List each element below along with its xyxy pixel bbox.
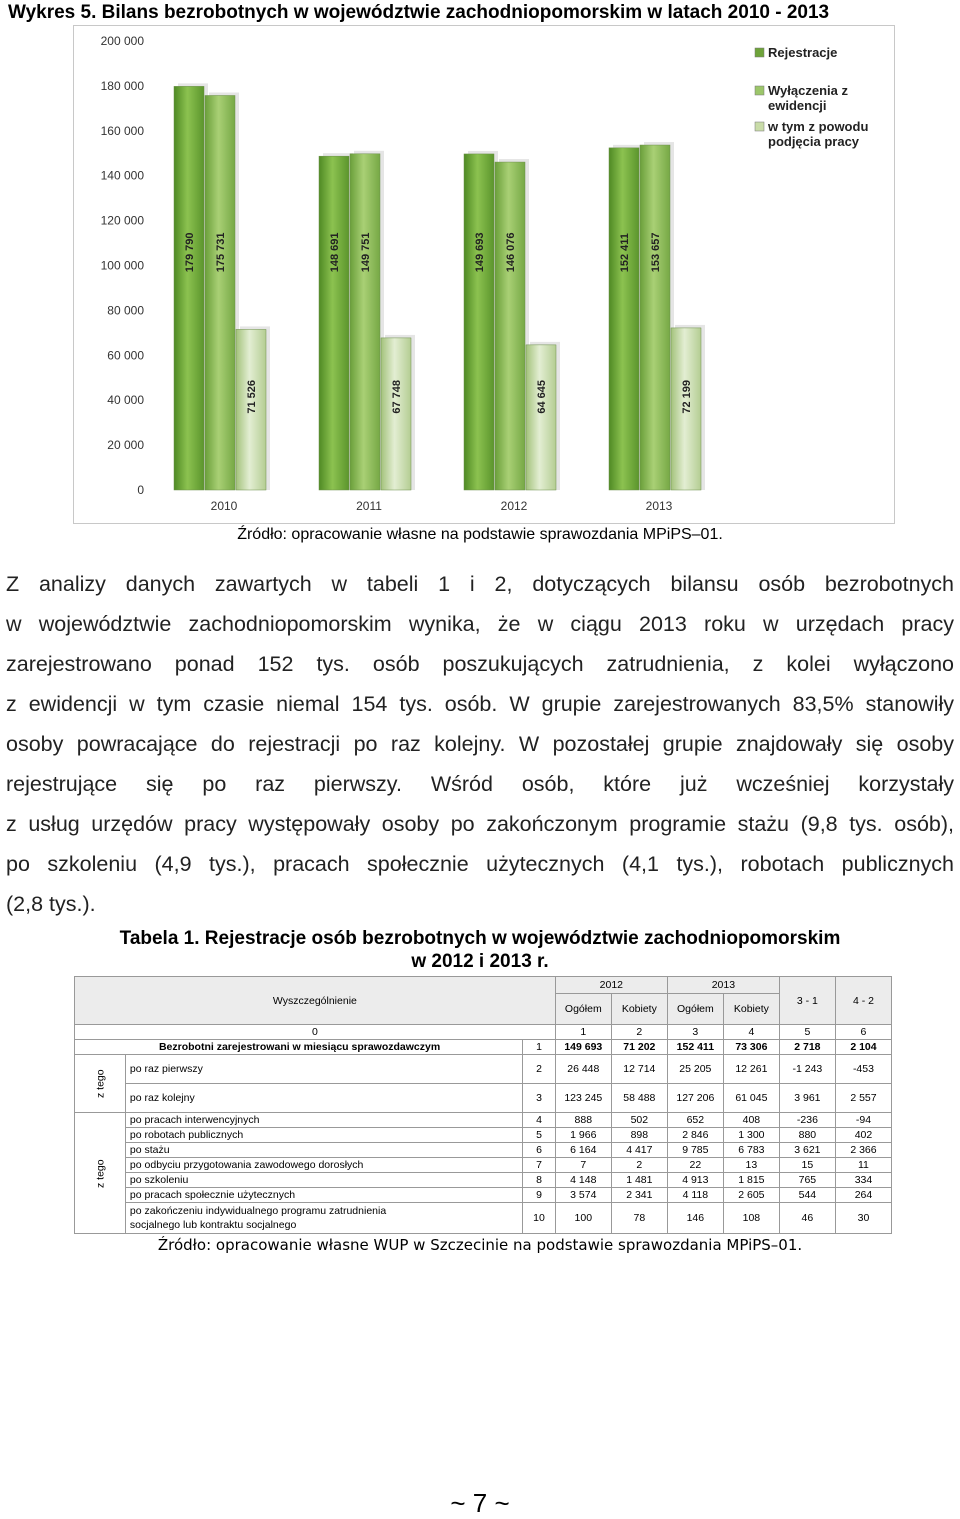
row-number: 4 xyxy=(523,1113,556,1128)
row-number: 3 xyxy=(523,1084,556,1113)
table-cell: 2 341 xyxy=(611,1188,667,1203)
table-cell: 6 xyxy=(835,1025,891,1040)
table-cell: 12 714 xyxy=(611,1055,667,1084)
header-diff-1: 3 - 1 xyxy=(779,977,835,1025)
table-cell: 502 xyxy=(611,1113,667,1128)
data-label: 175 731 xyxy=(215,232,227,273)
data-label: 152 411 xyxy=(619,233,631,273)
data-table xyxy=(74,976,892,1234)
y-tick-label: 160 000 xyxy=(100,123,144,138)
paragraph-line: Z analizy danych zawartych w tabeli 1 i 2, dotyczących bilansu osób bezrobotnych xyxy=(6,572,954,596)
table-cell: 12 261 xyxy=(723,1055,779,1084)
table-cell: 13 xyxy=(723,1158,779,1173)
paragraph-line: po szkoleniu (4,9 tys.), pracach społecznie użytecznych (4,1 tys.), robotach publicznych xyxy=(6,852,954,876)
table-cell: 1 300 xyxy=(723,1128,779,1143)
table-index-row xyxy=(75,1025,892,1040)
table-cell: 2 xyxy=(611,1158,667,1173)
table-row xyxy=(75,1113,892,1128)
header-ogolem-2012: Ogółem xyxy=(555,994,611,1025)
table-row xyxy=(75,1055,892,1084)
table-title-line2: w 2012 i 2013 r. xyxy=(411,951,549,972)
table-row xyxy=(75,1188,892,1203)
group-label: z tego xyxy=(75,1055,126,1113)
bar-2-2013 xyxy=(640,145,670,490)
data-label: 179 790 xyxy=(184,232,196,273)
table-title: Tabela 1. Rejestracje osób bezrobotnych w województwie zachodniopomorskim xyxy=(119,928,841,949)
table-cell: 544 xyxy=(779,1188,835,1203)
table-cell: 1 815 xyxy=(723,1173,779,1188)
paragraph-line: osoby powracające do rejestracji po raz kolejny. W pozostałej grupie znajdowały się osoby xyxy=(6,732,954,756)
x-tick-label: 2010 xyxy=(210,499,238,513)
page-title: Wykres 5. Bilans bezrobotnych w województwie zachodniopomorskim w latach 2010 - 2013 xyxy=(8,2,830,23)
table-cell: 6 783 xyxy=(723,1143,779,1158)
table-row xyxy=(75,1173,892,1188)
table-cell: 11 xyxy=(835,1158,891,1173)
table-cell: 652 xyxy=(667,1113,723,1128)
data-label: 149 751 xyxy=(360,232,372,273)
table-cell: 61 045 xyxy=(723,1084,779,1113)
table-cell: 152 411 xyxy=(667,1040,723,1055)
y-tick-label: 120 000 xyxy=(100,213,144,228)
row-number: 7 xyxy=(523,1158,556,1173)
x-tick-label: 2013 xyxy=(645,499,673,513)
y-tick-label: 0 xyxy=(137,483,144,497)
paragraph-line: w województwie zachodniopomorskim wynika, że w ciągu 2013 roku w urzędach pracy xyxy=(6,612,954,636)
group-label: z tego xyxy=(75,1113,126,1234)
chart-source: Źródło: opracowanie własne na podstawie sprawozdania MPiPS–01. xyxy=(237,526,723,543)
table-cell: 15 xyxy=(779,1158,835,1173)
table-cell: 2 xyxy=(611,1025,667,1040)
legend-swatch xyxy=(755,122,764,131)
table-cell: 880 xyxy=(779,1128,835,1143)
table-cell: -1 243 xyxy=(779,1055,835,1084)
y-tick-label: 20 000 xyxy=(107,438,144,453)
table-cell: 334 xyxy=(835,1173,891,1188)
x-tick-label: 2012 xyxy=(500,499,528,513)
row-label: po pracach interwencyjnych xyxy=(125,1113,522,1128)
legend-label: Rejestracje xyxy=(768,45,838,60)
table-cell: 408 xyxy=(723,1113,779,1128)
header-label: Wyszczególnienie xyxy=(75,977,556,1025)
header-kobiety-2012: Kobiety xyxy=(611,994,667,1025)
table-cell: 1 966 xyxy=(555,1128,611,1143)
x-tick-label: 2011 xyxy=(356,499,382,513)
y-tick-label: 80 000 xyxy=(107,303,144,318)
table-source: Źródło: opracowanie własne WUP w Szczecinie na podstawie sprawozdania MPiPS–01. xyxy=(157,1236,803,1254)
table-cell: 6 164 xyxy=(555,1143,611,1158)
data-label: 72 199 xyxy=(681,380,693,414)
table-cell: 1 xyxy=(555,1025,611,1040)
table-cell: 3 961 xyxy=(779,1084,835,1113)
row-label: Bezrobotni zarejestrowani w miesiącu sprawozdawczym xyxy=(75,1040,523,1055)
row-number: 8 xyxy=(523,1173,556,1188)
row-number: 6 xyxy=(523,1143,556,1158)
table-cell: 2 557 xyxy=(835,1084,891,1113)
paragraph-line: (2,8 tys.). xyxy=(6,892,96,916)
row-number: 5 xyxy=(523,1128,556,1143)
table-cell: 4 148 xyxy=(555,1173,611,1188)
table-cell: 402 xyxy=(835,1128,891,1143)
paragraph-line: rejestrujące się po raz pierwszy. Wśród osób, które już wcześniej korzystały xyxy=(6,772,954,796)
table-cell: 71 202 xyxy=(611,1040,667,1055)
header-ogolem-2013: Ogółem xyxy=(667,994,723,1025)
row-number: 9 xyxy=(523,1188,556,1203)
data-label: 149 693 xyxy=(474,232,486,273)
data-label: 71 526 xyxy=(246,380,258,414)
table-cell: 2 718 xyxy=(779,1040,835,1055)
table-row xyxy=(75,1128,892,1143)
data-label: 67 748 xyxy=(391,380,403,414)
table-cell: 30 xyxy=(835,1203,891,1234)
y-tick-label: 100 000 xyxy=(100,258,144,273)
row-label: po raz pierwszy xyxy=(125,1055,522,1084)
table-row-main xyxy=(75,1040,892,1055)
bar-chart xyxy=(74,26,894,523)
table-cell: 123 245 xyxy=(555,1084,611,1113)
table-row xyxy=(75,1143,892,1158)
table-cell: 5 xyxy=(779,1025,835,1040)
table-cell: 2 605 xyxy=(723,1188,779,1203)
table-row xyxy=(75,1203,892,1234)
row-label: po pracach społecznie użytecznych xyxy=(125,1188,522,1203)
table-cell: 765 xyxy=(779,1173,835,1188)
table-cell: 888 xyxy=(555,1113,611,1128)
row-label: po raz kolejny xyxy=(125,1084,522,1113)
table-cell: 2 366 xyxy=(835,1143,891,1158)
bar-3-2012 xyxy=(526,345,556,490)
table-cell: 2 104 xyxy=(835,1040,891,1055)
legend-label: Wyłączenia z ewidencji xyxy=(768,83,848,113)
data-label: 148 691 xyxy=(329,232,341,273)
table-cell: -453 xyxy=(835,1055,891,1084)
legend-swatch xyxy=(755,48,764,57)
y-tick-label: 200 000 xyxy=(100,34,144,48)
header-kobiety-2013: Kobiety xyxy=(723,994,779,1025)
table-cell: 108 xyxy=(723,1203,779,1234)
bar-2-2010 xyxy=(205,95,235,490)
data-label: 64 645 xyxy=(536,380,548,414)
chart-container xyxy=(73,25,895,524)
y-tick-label: 180 000 xyxy=(100,78,144,93)
y-tick-label: 60 000 xyxy=(107,348,144,363)
row-label: po szkoleniu xyxy=(125,1173,522,1188)
bar-2-2012 xyxy=(495,162,525,490)
table-cell: 26 448 xyxy=(555,1055,611,1084)
table-cell: 3 xyxy=(667,1025,723,1040)
legend-label: w tym z powodu podjęcia pracy xyxy=(768,119,869,149)
y-tick-label: 40 000 xyxy=(107,393,144,408)
table-cell: 58 488 xyxy=(611,1084,667,1113)
table-cell: 4 913 xyxy=(667,1173,723,1188)
table-cell: 3 574 xyxy=(555,1188,611,1203)
row-number: 2 xyxy=(523,1055,556,1084)
paragraph-line: z usług urzędów pracy występowały osoby po zakończonym programie stażu (9,8 tys. osób), xyxy=(6,812,954,836)
table-row xyxy=(75,1084,892,1113)
table-cell: 149 693 xyxy=(555,1040,611,1055)
table-cell: 7 xyxy=(555,1158,611,1173)
table-cell: 9 785 xyxy=(667,1143,723,1158)
data-label: 146 076 xyxy=(505,232,517,273)
table-cell: 3 621 xyxy=(779,1143,835,1158)
bar-1-2013 xyxy=(609,148,639,490)
row-label: po stażu xyxy=(125,1143,522,1158)
header-year-2012: 2012 xyxy=(555,977,667,994)
table-cell: 4 417 xyxy=(611,1143,667,1158)
header-year-2013: 2013 xyxy=(667,977,779,994)
table-cell: 264 xyxy=(835,1188,891,1203)
table-cell: 78 xyxy=(611,1203,667,1234)
row-number: 1 xyxy=(523,1040,556,1055)
table-cell: 4 xyxy=(723,1025,779,1040)
bar-1-2010 xyxy=(174,86,204,490)
table-row xyxy=(75,1158,892,1173)
bar-1-2012 xyxy=(464,154,494,490)
paragraph-line: zarejestrowano ponad 152 tys. osób poszukujących zatrudnienia, z kolei wyłączono xyxy=(6,652,954,676)
table-cell: 898 xyxy=(611,1128,667,1143)
body-paragraph xyxy=(6,564,954,924)
paragraph-line: z ewidencji w tym czasie niemal 154 tys. osób. W grupie zarejestrowanych 83,5% stanowiły xyxy=(6,692,954,716)
table-cell: 1 481 xyxy=(611,1173,667,1188)
table-cell: 73 306 xyxy=(723,1040,779,1055)
data-label: 153 657 xyxy=(650,232,662,273)
row-label: po zakończeniu indywidualnego programu zatrudnienia socjalnego lub kontraktu socjalnego xyxy=(125,1203,522,1234)
row-label: po odbyciu przygotowania zawodowego dorosłych xyxy=(125,1158,522,1173)
table-cell: 0 xyxy=(75,1025,556,1040)
chart-legend xyxy=(755,45,868,149)
table-cell: 22 xyxy=(667,1158,723,1173)
legend-swatch xyxy=(755,86,764,95)
table-cell: -236 xyxy=(779,1113,835,1128)
table-cell: 25 205 xyxy=(667,1055,723,1084)
table-cell: 100 xyxy=(555,1203,611,1234)
row-number: 10 xyxy=(523,1203,556,1234)
bar-2-2011 xyxy=(350,154,380,490)
table-cell: 2 846 xyxy=(667,1128,723,1143)
table-cell: -94 xyxy=(835,1113,891,1128)
header-diff-2: 4 - 2 xyxy=(835,977,891,1025)
table-cell: 46 xyxy=(779,1203,835,1234)
table-cell: 127 206 xyxy=(667,1084,723,1113)
bar-1-2011 xyxy=(319,156,349,490)
page-number: ~ 7 ~ xyxy=(450,1488,510,1518)
y-tick-label: 140 000 xyxy=(100,168,144,183)
row-label: po robotach publicznych xyxy=(125,1128,522,1143)
table-cell: 4 118 xyxy=(667,1188,723,1203)
table-header-row xyxy=(75,977,892,994)
table-cell: 146 xyxy=(667,1203,723,1234)
